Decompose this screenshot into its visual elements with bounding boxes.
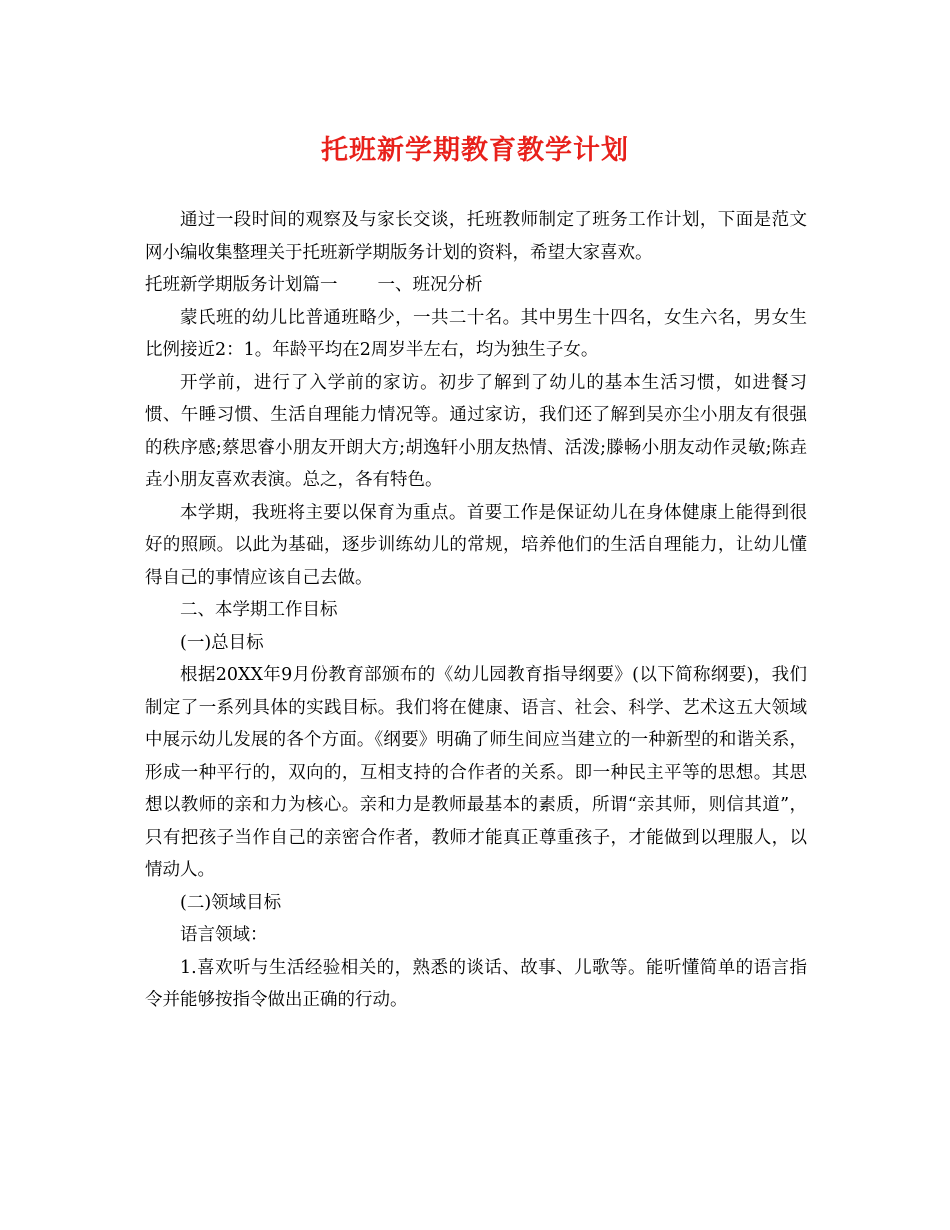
document-body [145,204,807,1017]
heading-field-goals: (二)领域目标 [180,892,282,913]
heading-language-field: 语言领域： [180,925,268,945]
paragraph-language-1: 1.喜欢听与生活经验相关的，熟悉的谈话、故事、儿歌等。能听懂简单的语言指令并能够按指令做出正确的行动。 [145,957,807,1010]
paragraph-focus: 本学期，我班将主要以保育为重点。首要工作是保证幼儿在身体健康上能得到很好的照顾。以此为基础，逐步训练幼儿的常规，培养他们的生活自理能力，让幼儿懂得自己的事情应该自己去做。 [145,502,807,588]
section-line-left: 托班新学期版务计划篇一 [145,275,338,295]
paragraph-general-goal: 根据20XX年9月份教育部颁布的《幼儿园教育指导纲要》(以下简称纲要)，我们制定了一系列具体的实践目标。我们将在健康、语言、社会、科学、艺术这五大领域中展示幼儿发展的各个方面。《纲要》明确了师生间应当建立的一种新型的和谐关系，形成一种平行的，双向的，互相支持的合作者的关系。即一种民主平等的思想。其思想以教师的亲和力为核心。亲和力是教师最基本的素质，所谓“亲其师，则信其道”，只有把孩子当作自己的亲密合作者，教师才能真正尊重孩子，才能做到以理服人，以情动人。 [145,665,807,880]
paragraph-class-size: 蒙氏班的幼儿比普通班略少，一共二十名。其中男生十四名，女生六名，男女生比例接近2：1。年龄平均在2周岁半左右，均为独生子女。 [145,307,807,360]
paragraph-home-visit: 开学前，进行了入学前的家访。初步了解到了幼儿的基本生活习惯，如进餐习惯、午睡习惯、生活自理能力情况等。通过家访，我们还了解到吴亦尘小朋友有很强的秩序感;蔡思睿小朋友开朗大方;胡逸轩小朋友热情、活泼;滕畅小朋友动作灵敏;陈垚垚小朋友喜欢表演。总之，各有特色。 [145,372,807,490]
heading-general-goal: (一)总目标 [180,632,264,653]
paragraph-intro: 通过一段时间的观察及与家长交谈，托班教师制定了班务工作计划，下面是范文网小编收集整理关于托班新学期版务计划的资料，希望大家喜欢。 [145,210,807,263]
heading-work-goals: 二、本学期工作目标 [180,600,338,620]
section-line-right: 一、班况分析 [377,275,483,295]
paragraph-section-line [145,269,807,302]
document-title: 托班新学期教育教学计划 [321,135,629,166]
